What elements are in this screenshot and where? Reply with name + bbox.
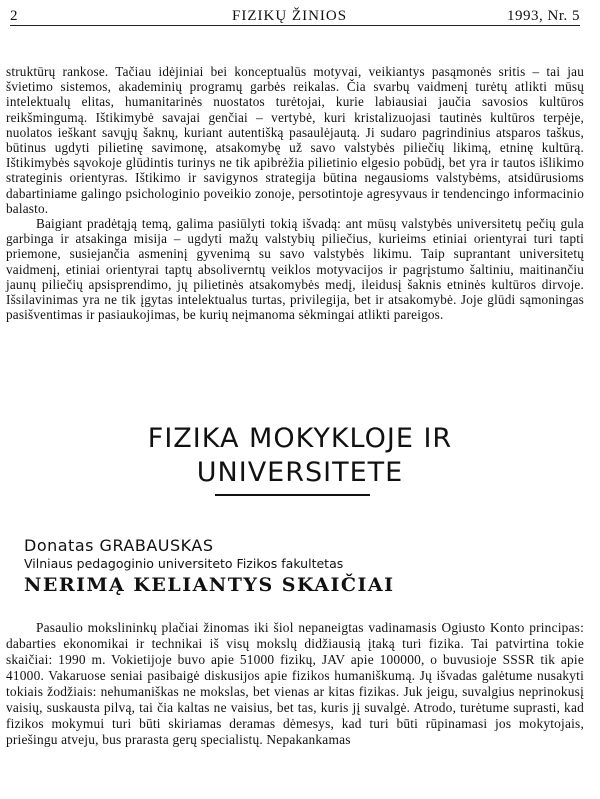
running-head: [10, 6, 580, 26]
intro-text: [6, 64, 584, 322]
section-title-rule: [215, 494, 370, 496]
paragraph: Baigiant pradėtąją temą, galima pasiūlyti tokią išvadą: ant mūsų valstybės universitetų pečių gula garbinga ir atsakinga misija – ugdyti mažų valstybių piliečius, kurieims etiniai orientyrai turi tapti priemone, susiejančia asmeninį gyvenimą su savo valstybės likimu. Taip suprantant universitetų vaidmenį, etiniai orientyrai taptų absoliverntų veiklos motyvacijos ir pagrįstumo šaltiniu, maitinančiu jaunų piliečių apsisprendimo, jų pilietinės atsakomybės medį, ileidusį šaknis etninės kultūros dirvoje. Išsilavinimas yra ne tik įgytas intelektualus turtas, privilegija, bet ir atsakomybė. Joje glūdi sąmoningas pasišventimas ir pasiaukojimas, be kurių neįmanoma sėkmingai atlikti pareigos.: [6, 216, 584, 323]
article-text: [6, 620, 584, 748]
paragraph: struktūrų rankose. Tačiau idėjiniai bei konceptualūs motyvai, veikiantys pasąmonės sritis – tai jau švietimo sistemos, akademinių programų garbės reikalas. Čia svarbų vaidmenį turėtų atlikti mūsų intelektualų elitas, humanitarinės nuostatos turėtojai, kurie labiausiai jaučia savosios kultūros reikšmingumą. Ištikimybė savajai genčiai – vertybė, kuri kristalizuojasi tautinės kultūros terpėje, nuolatos ieškant savųjų šaknų, kuriant autentišką pasaulėjautą. Ji sudaro pagrindinius atsparos taškus, būtinus ugdyti pilietinę savimonę, atsakomybę už savo valstybės piliečių likimą, etninę kultūrą. Ištikimybės sąvokoje glūdintis turinys ne tik apibrėžia pilietinio elgesio pobūdį, bet yra ir tautos išlikimo strateginis orientyras. Ištikimo ir savigynos strategija būtina negausioms valstybėms, atsidūrusioms dabartiniame galingo psichologinio poveikio zonoje, persotintoje agresyvaus ir tendencingo informacinio balasto.: [6, 64, 584, 216]
article-affiliation: Vilniaus pedagoginio universiteto Fizikos fakultetas: [24, 556, 344, 571]
article-author: Donatas GRABAUSKAS: [24, 536, 214, 555]
article-title: NERIMĄ KELIANTYS SKAIČIAI: [24, 574, 395, 596]
section-title-line: FIZIKA MOKYKLOJE IR: [147, 423, 453, 454]
section-title-line: UNIVERSITETE: [196, 457, 404, 488]
journal-title: FIZIKŲ ŽINIOS: [232, 8, 348, 24]
page-number: 2: [10, 8, 18, 24]
header-rule: [10, 25, 580, 26]
issue-number: 1993, Nr. 5: [507, 8, 580, 24]
paragraph: Pasaulio mokslininkų plačiai žinomas iki šiol nepaneigtas vadinamasis Ogiusto Konto principas: dabarties ekonomikai ir technikai iš visų mokslų didžiausią įtaką turi fizika. Tai patvirtina tokie skaičiai: 1990 m. Vokietijoje buvo apie 51000 fizikų, JAV apie 100000, o buvusioje SSSR tik apie 41000. Vakaruose seniai pasibaigė diskusijos apie fizikos humaniškumą. Jų išvadas galėtume nusakyti tokiais žodžiais: nehumaniškas ne mokslas, bet vienas ar kitas fizikas. Juk jeigu, suvalgius neprinokusį vaisių, suskausta pilvą, tai čia kaltas ne vaisius, bet tas, kuris jį suvalgė. Atrodo, turėtume suprasti, kad fizikos mokymui turi būti skiriamas deramas dėmesys, kad turi būti rūpinamasi jos mokytojais, priešingu atveju, bus prarasta gerų specialistų. Nepakankamas: [6, 620, 584, 747]
section-title: [0, 422, 600, 490]
